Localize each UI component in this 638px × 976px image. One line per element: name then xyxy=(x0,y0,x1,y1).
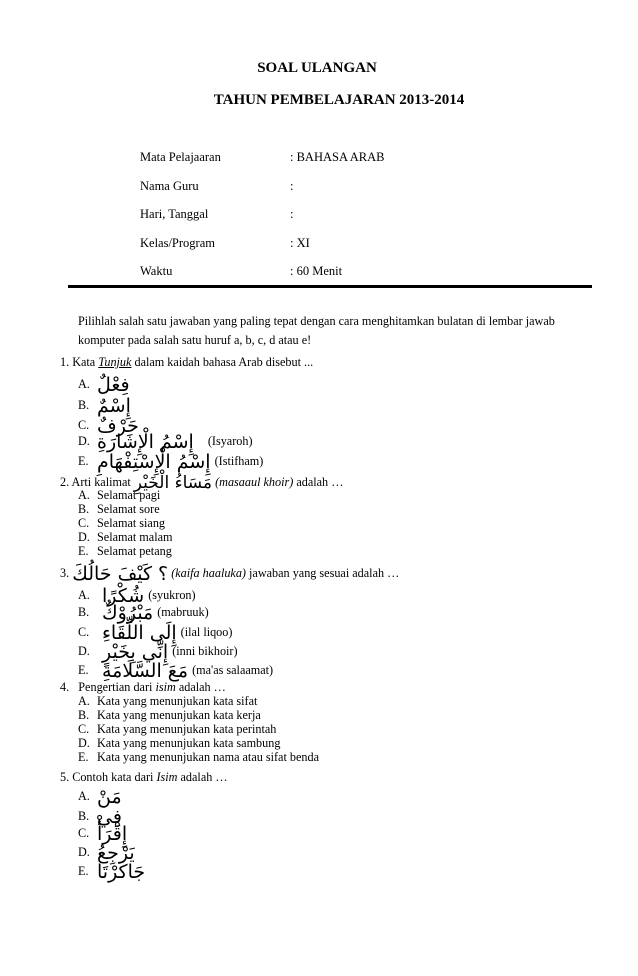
option-text: Selamat siang xyxy=(97,516,166,530)
option-arabic: إِقْرَأْ xyxy=(97,823,128,845)
info-label: Nama Guru xyxy=(140,178,199,193)
page-title: SOAL ULANGAN xyxy=(257,60,377,76)
option-letter: C. xyxy=(78,624,90,639)
option-text: Selamat malam xyxy=(97,530,173,544)
option-letter: A. xyxy=(78,587,90,602)
q5-option-a xyxy=(78,786,122,808)
question-term: Tunjuk xyxy=(98,355,132,369)
info-value: : xyxy=(290,207,294,222)
option-arabic: إِسْمُ الْإِسْتِفْهَامِ xyxy=(97,451,211,473)
q2-option-d xyxy=(78,530,172,545)
instructions-line: komputer pada salah satu huruf a, b, c, d atau e! xyxy=(78,333,312,347)
question-text: 3. xyxy=(60,565,70,580)
info-value: : XI xyxy=(290,235,310,250)
question-arabic: مَسَاءُ الْخَيْرِ xyxy=(133,473,213,493)
option-transliteration: (Isyaroh) xyxy=(207,433,253,448)
option-text: Kata yang menunjukan kata kerja xyxy=(97,708,261,722)
option-letter: D. xyxy=(78,736,90,750)
option-text: Selamat pagi xyxy=(97,488,161,502)
q4-option-d xyxy=(78,736,280,751)
option-transliteration: (Istifham) xyxy=(214,453,264,468)
question-text: jawaban yang sesuai adalah … xyxy=(246,565,400,580)
q2-option-c xyxy=(78,516,165,531)
option-letter: E. xyxy=(78,750,89,764)
info-value: : 60 Menit xyxy=(290,264,343,279)
option-text: Selamat sore xyxy=(97,502,160,516)
option-letter: C. xyxy=(78,825,90,840)
question-transliteration: (masaaul khoir) xyxy=(215,474,294,489)
q4-option-b xyxy=(78,708,261,723)
option-letter: B. xyxy=(78,397,90,412)
q1-option-e xyxy=(78,451,263,473)
option-arabic: إِسْمُ الْإِشَارَةِ xyxy=(97,431,194,453)
option-letter: A. xyxy=(78,488,90,502)
option-arabic: فِي xyxy=(97,806,122,828)
info-value: : BAHASA ARAB xyxy=(290,150,385,164)
q2-option-e xyxy=(78,544,172,559)
question-text: adalah … xyxy=(293,474,344,489)
instructions xyxy=(78,312,578,350)
info-label: Kelas/Program xyxy=(140,235,215,250)
option-transliteration: (ilal liqoo) xyxy=(180,624,233,639)
option-arabic: شُكْرًا xyxy=(102,585,145,607)
header-divider xyxy=(68,285,592,288)
question-text: dalam kaidah bahasa Arab disebut ... xyxy=(131,355,314,369)
option-letter: B. xyxy=(78,604,90,619)
q1-option-b xyxy=(78,395,131,417)
option-arabic: مَنْ xyxy=(97,786,122,808)
option-letter: E. xyxy=(78,544,89,558)
option-letter: C. xyxy=(78,417,90,432)
info-row xyxy=(140,150,384,179)
info-row xyxy=(140,264,384,293)
question-text: 5. Contoh kata dari xyxy=(60,770,157,784)
q1-option-d xyxy=(78,431,253,453)
option-arabic: إِلَى اللِّقَاءِ xyxy=(102,622,177,644)
question-5 xyxy=(60,770,228,785)
option-arabic: مَعَ السَّلَامَةِ xyxy=(102,660,189,682)
option-text: Kata yang menunjukan kata sifat xyxy=(97,694,258,708)
q4-option-c xyxy=(78,722,276,737)
info-row xyxy=(140,207,384,236)
q1-option-a xyxy=(78,374,130,396)
option-letter: A. xyxy=(78,788,90,803)
option-letter: D. xyxy=(78,530,90,544)
question-term: isim xyxy=(155,680,176,694)
option-text: Kata yang menunjukan kata sambung xyxy=(97,736,281,750)
q3-option-b xyxy=(78,602,209,624)
q5-option-e xyxy=(78,861,145,883)
option-arabic: إِسْمٌ xyxy=(97,395,131,417)
q2-option-a xyxy=(78,488,160,503)
question-4 xyxy=(60,680,226,695)
option-letter: D. xyxy=(78,433,90,448)
option-letter: A. xyxy=(78,376,90,391)
option-transliteration: (inni bikhoir) xyxy=(172,643,238,658)
option-arabic: يَرْجِعُ xyxy=(97,842,135,864)
page-subtitle: TAHUN PEMBELAJARAN 2013-2014 xyxy=(213,92,465,108)
option-arabic: جَاكَرْتَا xyxy=(97,861,146,883)
option-letter: B. xyxy=(78,808,90,823)
option-arabic: حَرْفٌ xyxy=(97,415,139,437)
option-letter: B. xyxy=(78,708,90,722)
option-text: Selamat petang xyxy=(97,544,172,558)
q4-option-e xyxy=(78,750,319,765)
info-label: Waktu xyxy=(140,264,173,279)
question-text: adalah … xyxy=(175,680,226,694)
option-transliteration: (ma'as salaamat) xyxy=(192,662,274,677)
option-letter: C. xyxy=(78,516,90,530)
option-letter: C. xyxy=(78,722,90,736)
option-transliteration: (mabruuk) xyxy=(157,604,209,619)
info-row xyxy=(140,236,384,265)
question-text: 2. Arti kalimat xyxy=(60,474,134,489)
option-letter: A. xyxy=(78,694,90,708)
option-text: Kata yang menunjukan kata perintah xyxy=(97,722,277,736)
instructions-line: Pilihlah salah satu jawaban yang paling tepat dengan cara menghitamkan bulatan di lembar jawab xyxy=(78,314,555,328)
option-arabic: مَبْرُوْكٌ xyxy=(102,602,154,624)
question-arabic: ؟ كَيْفَ حَالُكَ xyxy=(72,563,169,585)
option-letter: B. xyxy=(78,502,90,516)
option-transliteration: (syukron) xyxy=(148,587,196,602)
option-text: Kata yang menunjukan nama atau sifat benda xyxy=(97,750,319,764)
info-label: Hari, Tanggal xyxy=(140,207,209,222)
question-transliteration: (kaifa haaluka) xyxy=(171,565,246,580)
option-letter: E. xyxy=(78,662,89,677)
question-text: 4. Pengertian dari xyxy=(60,680,156,694)
info-label: Mata Pelajaaran xyxy=(140,150,221,164)
option-letter: E. xyxy=(78,453,89,468)
question-text: 1. Kata xyxy=(60,355,99,369)
option-arabic: فِعْلٌ xyxy=(97,374,130,396)
option-letter: D. xyxy=(78,643,90,658)
question-3 xyxy=(60,563,399,585)
info-row xyxy=(140,179,384,208)
question-1 xyxy=(60,355,313,370)
info-value: : xyxy=(290,178,294,193)
option-arabic: إِنِّي بِخَيْرٍ xyxy=(102,641,169,663)
q4-option-a xyxy=(78,694,257,709)
exam-info-table xyxy=(140,150,384,293)
q2-option-b xyxy=(78,502,160,517)
question-text: adalah … xyxy=(177,770,228,784)
question-term: Isim xyxy=(156,770,178,784)
q3-option-e xyxy=(78,660,273,682)
option-letter: D. xyxy=(78,844,90,859)
option-letter: E. xyxy=(78,863,89,878)
